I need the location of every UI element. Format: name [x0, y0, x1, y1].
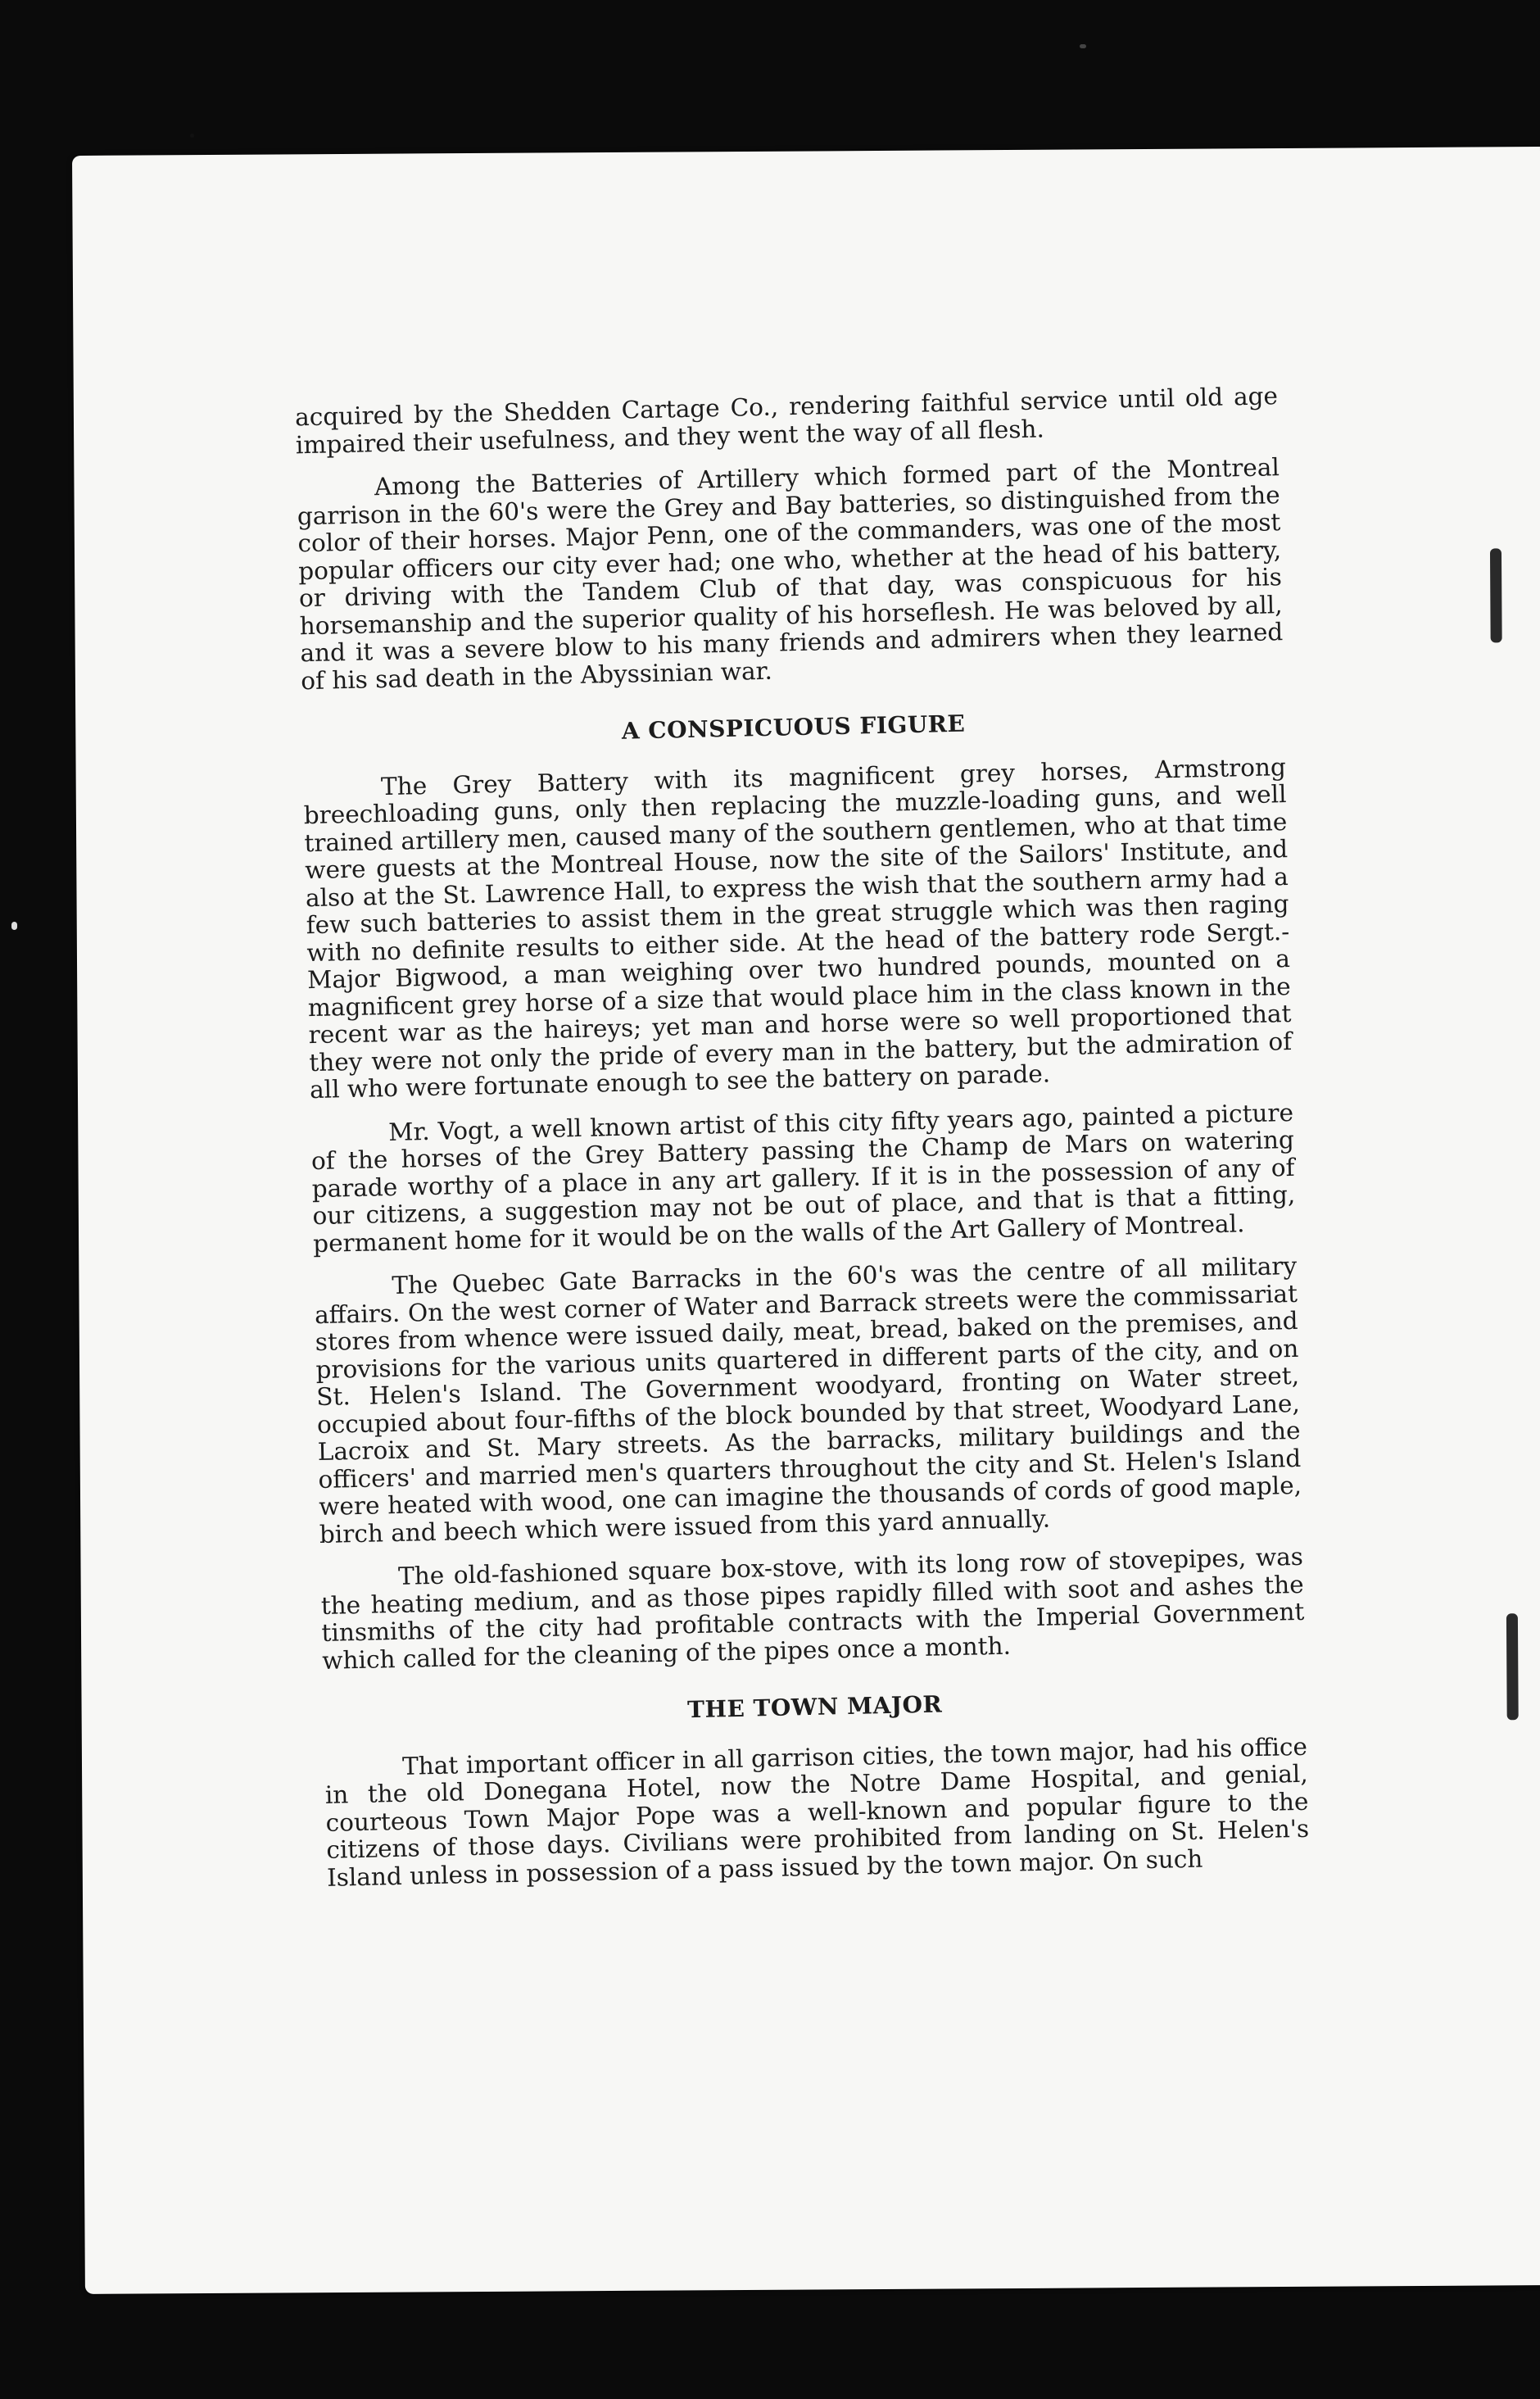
- document-page: [72, 147, 1540, 2294]
- scan-dust-speck: [11, 922, 17, 930]
- paragraph-box-stove: The old-fashioned square box-stove, with its long row of stovepipes, was the heating medium, and as those pipes rapidly filled with soot and ashes the tinsmiths of the city had profitable contracts with the Imperial Government which called for the cleaning of the pipes once a month.: [320, 1542, 1305, 1675]
- paragraph-continuation: acquired by the Shedden Cartage Co., rendering faithful service until old age impaired their usefulness, and they went the way of all flesh.: [294, 382, 1279, 459]
- paragraph-quebec-gate-barracks: The Quebec Gate Barracks in the 60's was the centre of all military affairs. On the west corner of Water and Barrack streets were the commissariat stores from whence were issued daily, meat, bread, baked on the premises, and provisions for the various units quartered in different parts of the city, and on St. Helen's Island. The Government woodyard, fronting on Water street, occupied about four-fifths of the block bounded by that street, Woodyard Lane, Lacroix and St. Mary streets. As the barracks, military buildings and the officers' and married men's quarters throughout the city and St. Helen's Island were heated with wood, one can imagine the thousands of cords of good maple, birch and beech which were issued from this yard annually.: [314, 1251, 1302, 1549]
- scan-artifact-mark: [1490, 548, 1502, 642]
- paragraph-batteries: Among the Batteries of Artillery which formed part of the Montreal garrison in the 60's were the Grey and Bay batteries, so distinguished from the color of their horses. Major Penn, one of the commanders, was one of the most popular officers our city ever had; one who, whether at the head of his battery, or driving with the Tandem Club of that day, was conspicuous for his horsemanship and the superior quality of his horseflesh. He was beloved by all, and it was a severe blow to his many friends and admirers when they learned of his sad death in the Abyssinian war.: [297, 453, 1284, 695]
- scan-artifact-mark: [1506, 1613, 1519, 1720]
- paragraph-mr-vogt: Mr. Vogt, a well known artist of this city fifty years ago, painted a picture of the horses of the Grey Battery passing the Champ de Mars on watering parade worthy of a place in any art gallery. If it is in the possession of any of our citizens, a suggestion may not be out of place, and that is that a fitting, permanent home for it would be on the walls of the Art Gallery of Montreal.: [310, 1098, 1296, 1258]
- paragraph-grey-battery: The Grey Battery with its magnificent grey horses, Armstrong breechloading guns, only then replacing the muzzle-loading guns, and well trained artillery men, caused many of the southern gentlemen, who at that time were guests at the Montreal House, now the site of the Sailors' Institute, and also at the St. Lawrence Hall, to express the wish that the southern army had a few such batteries to assist them in the great struggle which was then raging with no definite results to either side. At the head of the battery rode Sergt.-Major Bigwood, a man weighing over two hundred pounds, mounted on a magnificent grey horse of a size that would place him in the class known in the recent war as the haireys; yet man and horse were so well proportioned that they were not only the pride of every man in the battery, but the admiration of all who were fortunate enough to see the battery on parade.: [303, 752, 1293, 1104]
- paragraph-town-major: That important officer in all garrison cities, the town major, had his office in the old Donegana Hotel, now the Notre Dame Hospital, and genial, courteous Town Major Pope was a well-known and popular figure to the citizens of those days. Civilians were prohibited from landing on St. Helen's Island unless in possession of a pass issued by the town major. On such: [324, 1732, 1310, 1892]
- section-heading-town-major: THE TOWN MAJOR: [686, 1690, 943, 1724]
- page-text-body: [295, 383, 1311, 1908]
- scan-dust-speck: [190, 134, 194, 138]
- scan-dust-speck: [1080, 44, 1086, 48]
- section-heading-conspicuous-figure: A CONSPICUOUS FIGURE: [621, 710, 966, 745]
